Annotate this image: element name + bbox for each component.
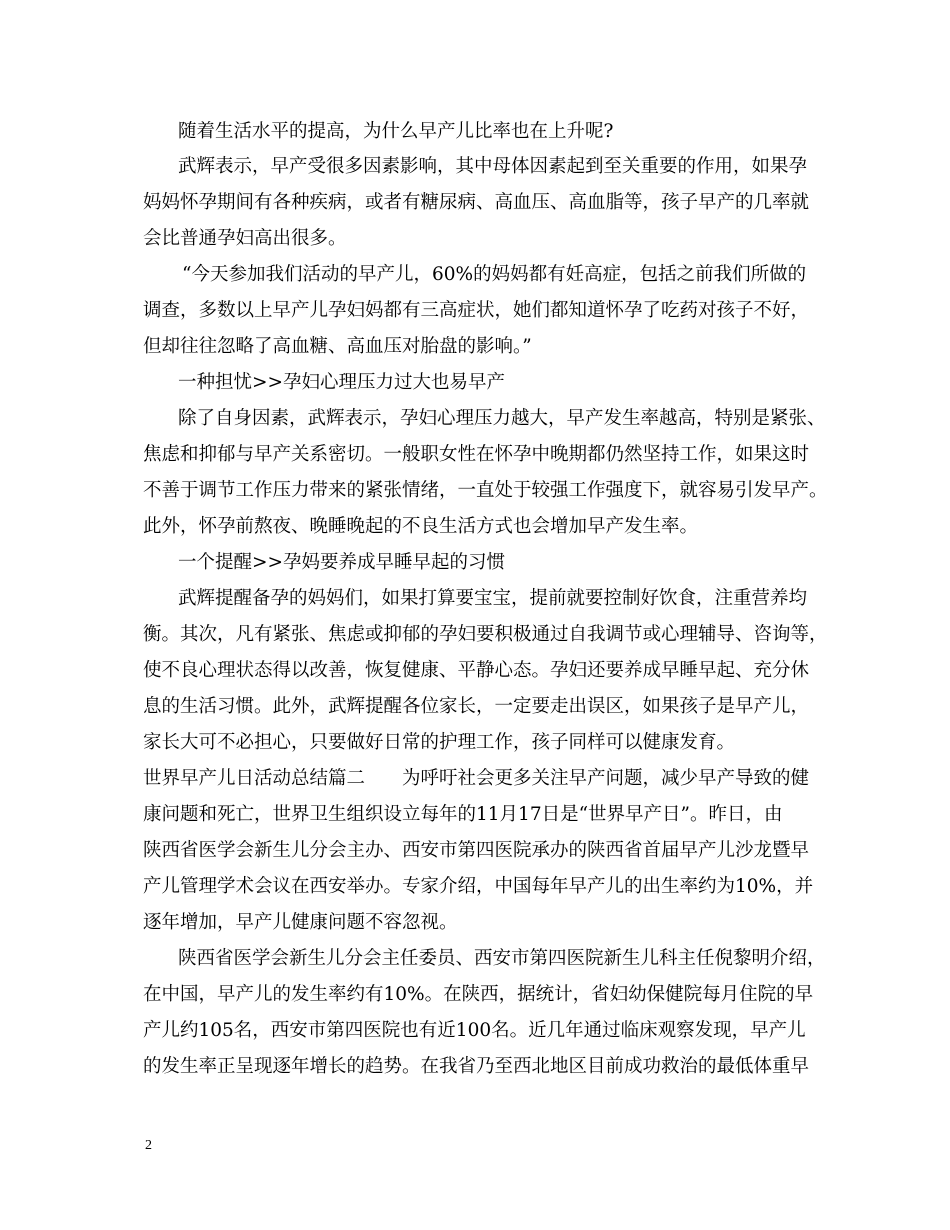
text-line: 武辉提醒备孕的妈妈们，如果打算要宝宝，提前就要控制好饮食，注重营养均: [178, 588, 808, 609]
text-line: 在中国，早产儿的发生率约有10%。在陕西，据统计，省妇幼保健院每月住院的早: [143, 984, 814, 1005]
text-line: 不善于调节工作压力带来的紧张情绪，一直处于较强工作强度下，就容易引发早产。: [143, 480, 828, 501]
section-heading: 一个提醒>>孕妈要养成早睡早起的习惯: [178, 552, 506, 573]
page-number: 2: [145, 1138, 152, 1153]
text-line: 妈妈怀孕期间有各种疾病，或者有糖尿病、高血压、高血脂等，孩子早产的几率就: [143, 192, 810, 213]
text-line: 但却往往忽略了高血糖、高血压对胎盘的影响。”: [143, 336, 532, 357]
text-line: 除了自身因素，武辉表示，孕妇心理压力越大，早产发生率越高，特别是紧张、: [178, 408, 826, 429]
text-line: “今天参加我们活动的早产儿，60%的妈妈都有妊高症，包括之前我们所做的: [182, 264, 807, 285]
text-line: 的发生率正呈现逐年增长的趋势。在我省乃至西北地区目前成功救治的最低体重早: [143, 1056, 810, 1077]
text-line: 康问题和死亡，世界卫生组织设立每年的11月17日是“世界早产日”。昨日，由: [143, 804, 783, 825]
text-line: 息的生活习惯。此外，武辉提醒各位家长，一定要走出误区，如果孩子是早产儿，: [143, 696, 810, 717]
text-line: 会比普通孕妇高出很多。: [143, 228, 347, 249]
text-line: 随着生活水平的提高，为什么早产儿比率也在上升呢?: [178, 121, 614, 142]
text-line: 此外，怀孕前熬夜、晚睡晚起的不良生活方式也会增加早产发生率。: [143, 516, 699, 537]
section-title-line: 世界早产儿日活动总结篇二 为呼吁社会更多关注早产问题，减少早产导致的健: [143, 768, 810, 789]
text-line: 使不良心理状态得以改善，恢复健康、平静心态。孕妇还要养成早睡早起、充分休: [143, 660, 810, 681]
text-line: 武辉表示，早产受很多因素影响，其中母体因素起到至关重要的作用，如果孕: [178, 156, 808, 177]
text-line: 焦虑和抑郁与早产关系密切。一般职女性在怀孕中晚期都仍然坚持工作，如果这时: [143, 444, 810, 465]
text-line: 产儿管理学术会议在西安举办。专家介绍，中国每年早产儿的出生率约为10%，并: [143, 876, 814, 897]
section-heading: 一种担忧>>孕妇心理压力过大也易早产: [178, 372, 506, 393]
text-line: 调查，多数以上早产儿孕妇妈都有三高症状，她们都知道怀孕了吃药对孩子不好，: [143, 300, 810, 321]
text-line: 逐年增加，早产儿健康问题不容忽视。: [143, 912, 458, 933]
text-line: 家长大可不必担心，只要做好日常的护理工作，孩子同样可以健康发育。: [143, 732, 736, 753]
text-line: 产儿约105名，西安市第四医院也有近100名。近几年通过临床观察发现，早产儿: [143, 1020, 806, 1041]
text-line: 衡。其次，凡有紧张、焦虑或抑郁的孕妇要积极通过自我调节或心理辅导、咨询等，: [143, 624, 828, 645]
text-line: 陕西省医学会新生儿分会主办、西安市第四医院承办的陕西省首届早产儿沙龙暨早: [143, 840, 810, 861]
text-line: 陕西省医学会新生儿分会主任委员、西安市第四医院新生儿科主任倪黎明介绍，: [178, 948, 826, 969]
